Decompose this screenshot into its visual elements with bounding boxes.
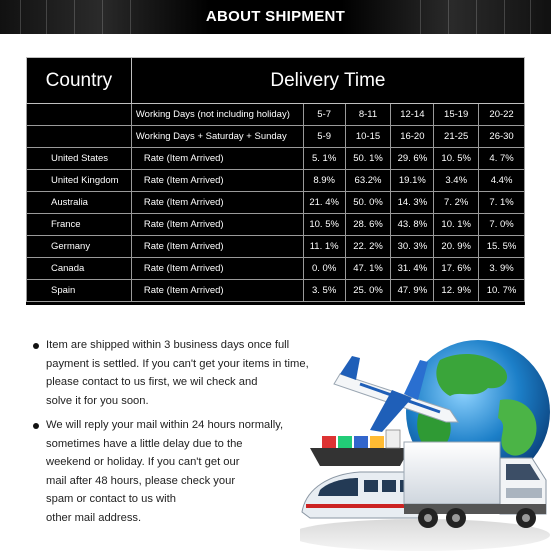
day-range: 16-20 — [391, 126, 434, 148]
day-range: 26-30 — [479, 126, 525, 148]
table-row — [27, 214, 525, 236]
calendar-days-row — [27, 126, 525, 148]
empty-cell — [27, 126, 132, 148]
note-second — [46, 416, 283, 527]
note-line: other mail address. — [46, 511, 142, 524]
rate-label-cell: Rate (Item Arrived) — [131, 170, 303, 192]
shipment-banner — [0, 0, 551, 34]
rate-value-cell: 4.4% — [479, 170, 525, 192]
note-line: Item are shipped within 3 business days once full — [46, 339, 290, 351]
day-range: 15-19 — [434, 104, 479, 126]
rate-label-cell: Rate (Item Arrived) — [131, 258, 303, 280]
delivery-time-header: Delivery Time — [131, 58, 524, 104]
rate-value-cell: 7. 1% — [479, 192, 525, 214]
rate-label-cell: Rate (Item Arrived) — [131, 280, 303, 302]
table-row — [27, 280, 525, 302]
rate-value-cell: 20. 9% — [434, 236, 479, 258]
rate-value-cell: 29. 6% — [391, 148, 434, 170]
rate-value-cell: 43. 8% — [391, 214, 434, 236]
table-header-row — [27, 58, 525, 104]
note-first — [46, 336, 309, 410]
table-row — [27, 236, 525, 258]
shipping-notes-section — [0, 330, 551, 551]
bullet-icon — [33, 343, 39, 349]
delivery-time-table — [26, 57, 525, 305]
day-range: 21-25 — [434, 126, 479, 148]
rate-value-cell: 5. 1% — [303, 148, 345, 170]
rate-value-cell: 15. 5% — [479, 236, 525, 258]
note-line: sometimes have a little delay due to the — [46, 437, 243, 450]
rate-value-cell: 21. 4% — [303, 192, 345, 214]
note-line: please contact to us first, we wil check and — [46, 376, 258, 388]
rate-value-cell: 0. 0% — [303, 258, 345, 280]
country-cell: Canada — [27, 258, 132, 280]
table-row — [27, 192, 525, 214]
note-line: weekend or holiday. If you can't get our — [46, 456, 240, 468]
day-range: 20-22 — [479, 104, 525, 126]
note-line: solve it for you soon. — [46, 394, 149, 407]
rate-value-cell: 12. 9% — [434, 280, 479, 302]
rate-value-cell: 3. 5% — [303, 280, 345, 302]
shipping-illustration — [300, 330, 551, 551]
rate-label-cell: Rate (Item Arrived) — [131, 148, 303, 170]
country-cell: Germany — [27, 236, 132, 258]
day-row-label: Working Days (not including holiday) — [131, 104, 303, 126]
rate-value-cell: 7. 0% — [479, 214, 525, 236]
rate-value-cell: 25. 0% — [345, 280, 391, 302]
rate-value-cell: 14. 3% — [391, 192, 434, 214]
rate-value-cell: 19.1% — [391, 170, 434, 192]
day-range: 5-9 — [303, 126, 345, 148]
day-range: 12-14 — [391, 104, 434, 126]
note-line: spam or contact to us with — [46, 493, 176, 505]
rate-value-cell: 30. 3% — [391, 236, 434, 258]
rate-value-cell: 10. 1% — [434, 214, 479, 236]
note-line: payment is settled. If you can't get your items in time, — [46, 357, 309, 370]
bullet-icon — [33, 423, 39, 429]
rate-value-cell: 10. 5% — [434, 148, 479, 170]
rate-value-cell: 4. 7% — [479, 148, 525, 170]
cargo-ship-icon — [310, 430, 410, 466]
country-cell: France — [27, 214, 132, 236]
country-cell: United States — [27, 148, 132, 170]
rate-value-cell: 8.9% — [303, 170, 345, 192]
working-days-row — [27, 104, 525, 126]
train-icon — [302, 472, 420, 518]
rate-value-cell: 3.4% — [434, 170, 479, 192]
note-line: We will reply your mail within 24 hours normally, — [46, 419, 284, 431]
rate-value-cell: 63.2% — [345, 170, 391, 192]
rate-value-cell: 50. 0% — [345, 192, 391, 214]
rate-value-cell: 3. 9% — [479, 258, 525, 280]
rate-value-cell: 22. 2% — [345, 236, 391, 258]
note-line: mail after 48 hours, please check your — [46, 474, 236, 487]
country-cell: Spain — [27, 280, 132, 302]
rate-value-cell: 10. 5% — [303, 214, 345, 236]
rate-value-cell: 17. 6% — [434, 258, 479, 280]
rate-value-cell: 31. 4% — [391, 258, 434, 280]
rate-value-cell: 10. 7% — [479, 280, 525, 302]
rate-value-cell: 28. 6% — [345, 214, 391, 236]
rate-value-cell: 11. 1% — [303, 236, 345, 258]
table-row — [27, 258, 525, 280]
table-row — [27, 148, 525, 170]
day-range: 5-7 — [303, 104, 345, 126]
rate-value-cell: 50. 1% — [345, 148, 391, 170]
rate-value-cell: 47. 9% — [391, 280, 434, 302]
day-range: 8-11 — [345, 104, 391, 126]
table-row — [27, 170, 525, 192]
rate-value-cell: 47. 1% — [345, 258, 391, 280]
country-cell: Australia — [27, 192, 132, 214]
rate-label-cell: Rate (Item Arrived) — [131, 236, 303, 258]
rate-value-cell: 7. 2% — [434, 192, 479, 214]
country-cell: United Kingdom — [27, 170, 132, 192]
day-range: 10-15 — [345, 126, 391, 148]
day-row-label: Working Days + Saturday + Sunday — [131, 126, 303, 148]
empty-cell — [27, 104, 132, 126]
country-header: Country — [27, 58, 132, 104]
banner-title: ABOUT SHIPMENT — [205, 8, 346, 25]
rate-label-cell: Rate (Item Arrived) — [131, 214, 303, 236]
rate-label-cell: Rate (Item Arrived) — [131, 192, 303, 214]
